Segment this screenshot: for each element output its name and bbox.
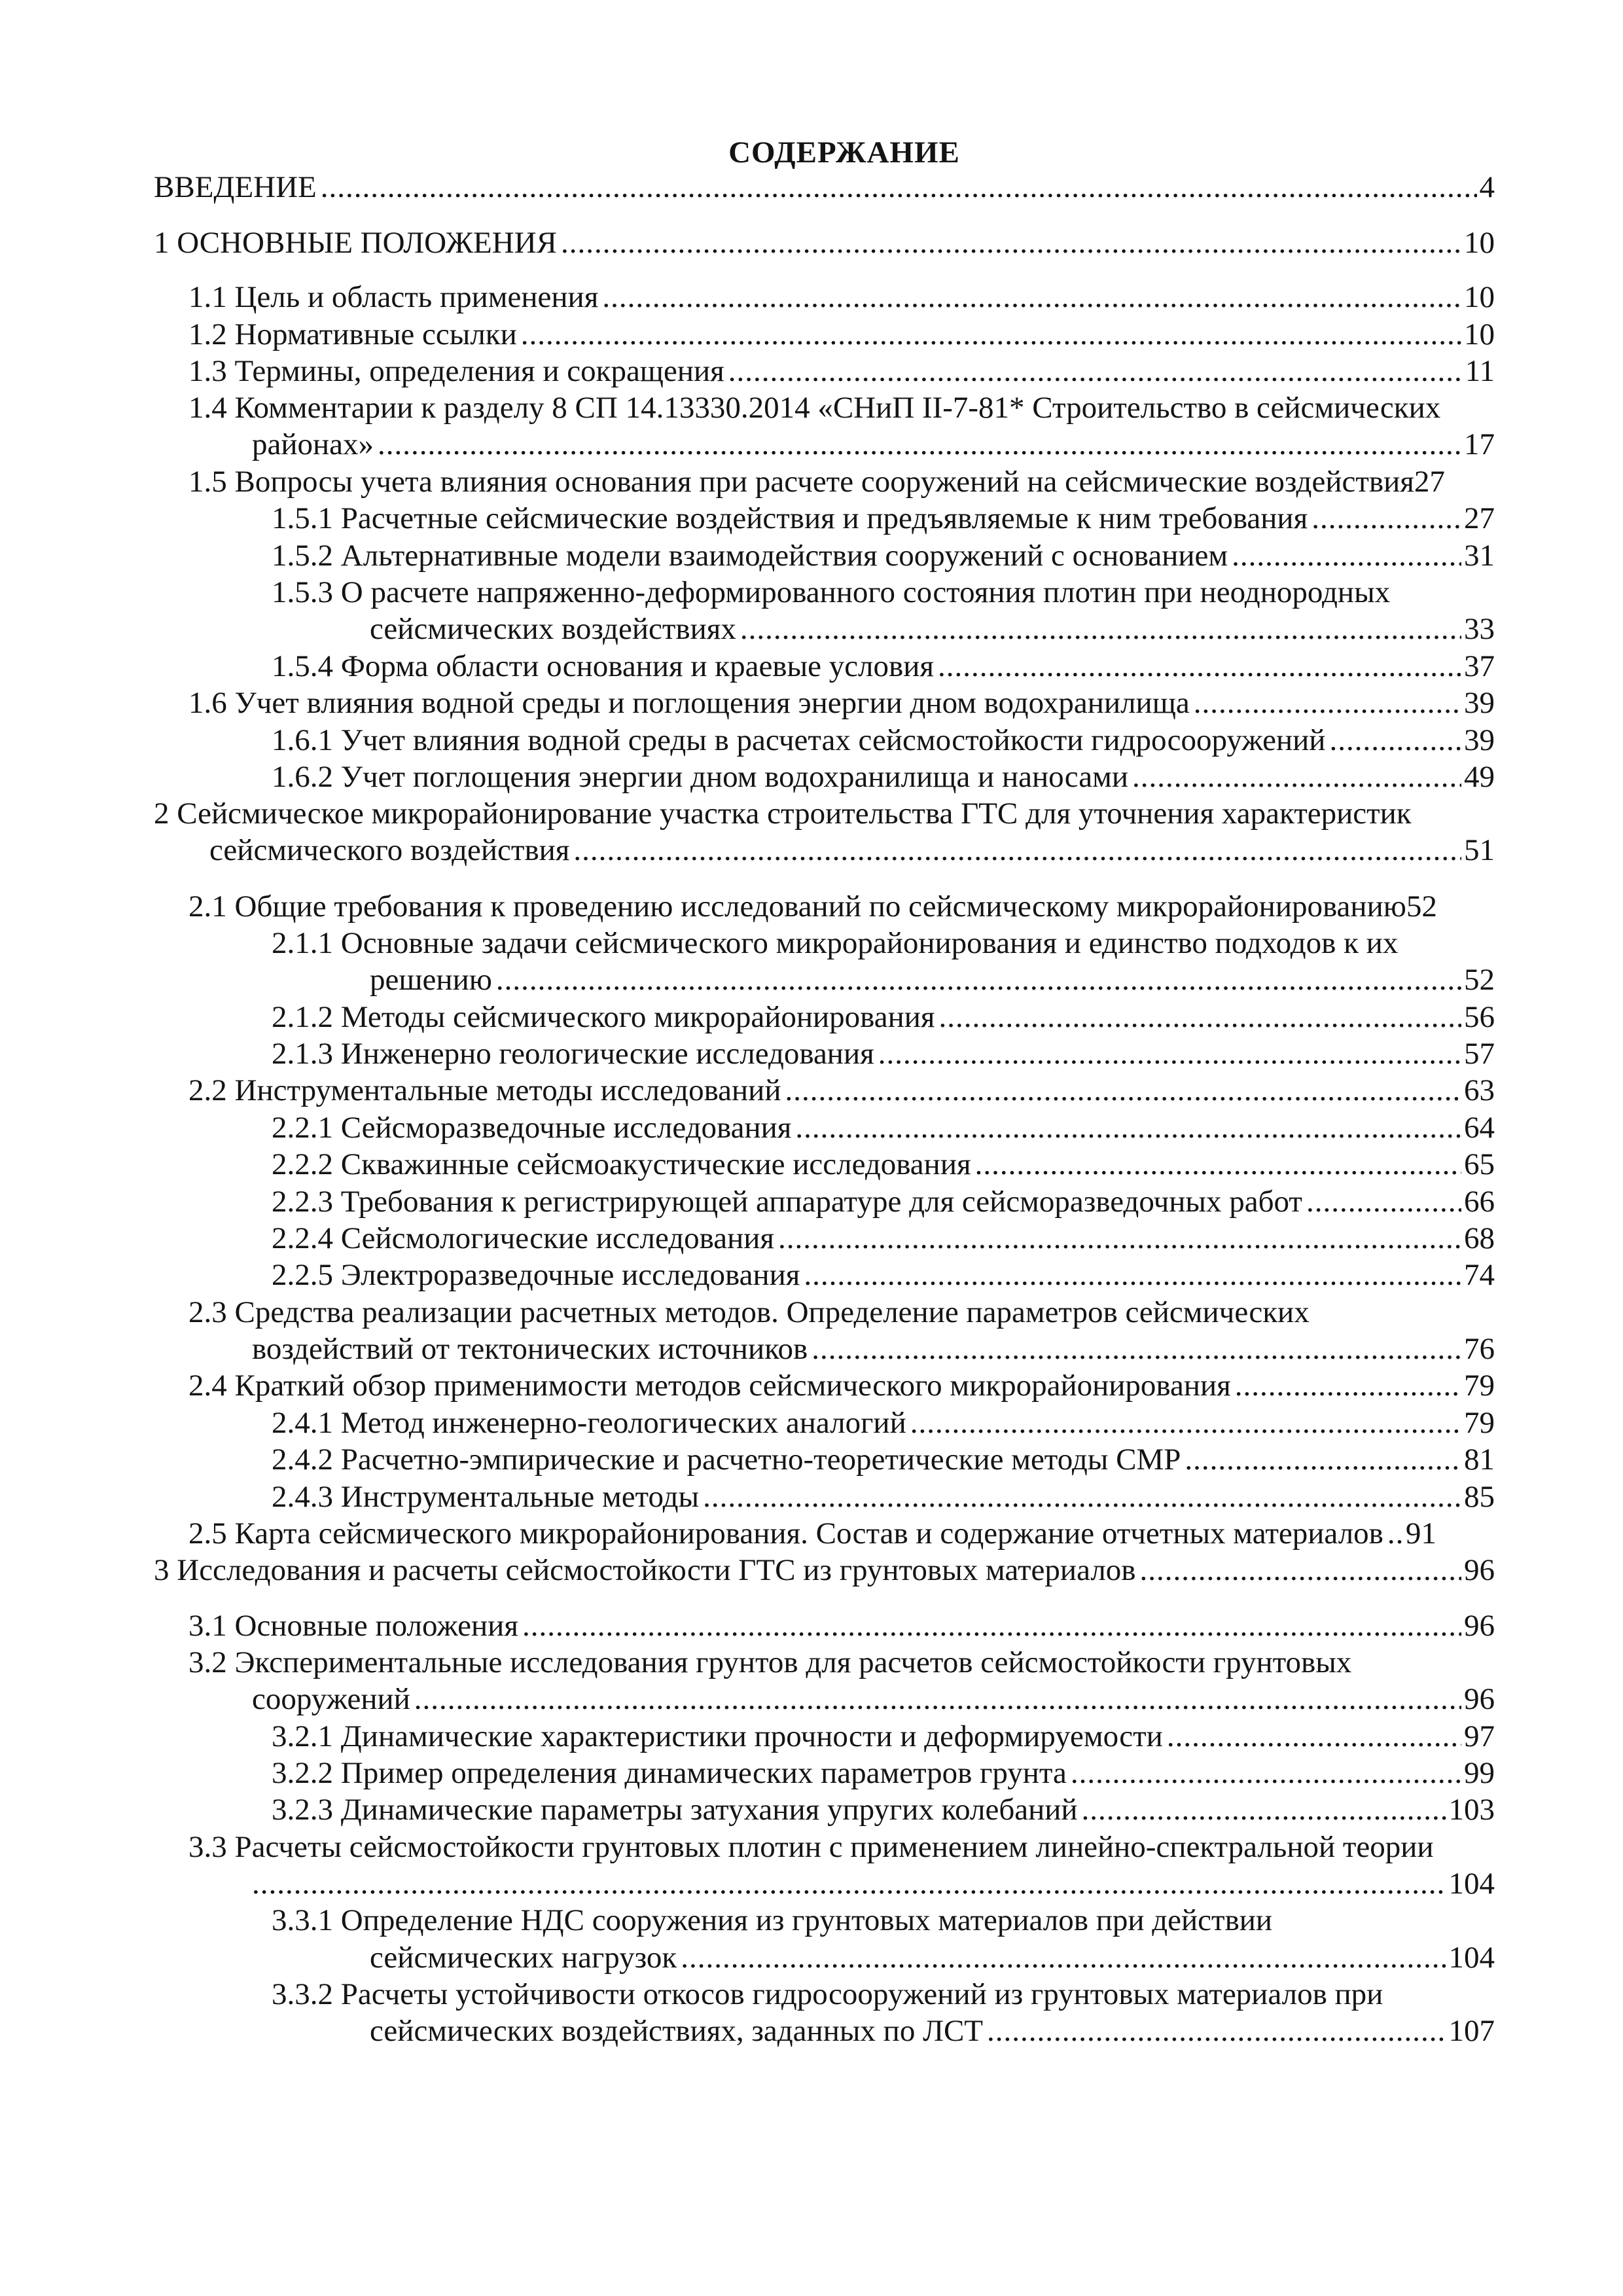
toc-entry-text: 1.1 Цель и область применения [188, 280, 599, 314]
toc-entry-section-3-2-2[interactable] [272, 1755, 1495, 1791]
toc-entry-text: 3.3.2 Расчеты устойчивости откосов гидросооружений из грунтовых материалов при [272, 1977, 1383, 2011]
toc-entry-page: 27 [1414, 465, 1445, 499]
toc-entry-text-continued: сейсмических нагрузок [370, 1941, 677, 1975]
toc-entry-page: 52 [1464, 963, 1495, 997]
toc-leader [812, 1331, 1461, 1367]
toc-entry-text: 2.2.2 Скважинные сейсмоакустические исследования [272, 1147, 971, 1181]
toc-leader [681, 1939, 1446, 1976]
toc-leader [1194, 685, 1461, 721]
toc-entry-text: 2.3 Средства реализации расчетных методов. Определение параметров сейсмических [188, 1295, 1310, 1329]
toc-entry-text: 1 ОСНОВНЫЕ ПОЛОЖЕНИЯ [154, 226, 557, 260]
toc-entry-text: 1.6.2 Учет поглощения энергии дном водохранилища и наносами [272, 760, 1128, 794]
toc-entry-page: 96 [1464, 1682, 1495, 1716]
toc-entry-page: 85 [1464, 1480, 1495, 1514]
toc-entry-page: 66 [1464, 1185, 1495, 1219]
toc-entry-text: 1.5.3 О расчете напряженно-деформированного состояния плотин при неоднородных [272, 575, 1391, 609]
toc-entry-page: 97 [1464, 1719, 1495, 1753]
toc-entry-text-continued: воздействий от тектонических источников [252, 1332, 808, 1366]
toc-entry-section-2-2-2[interactable] [272, 1146, 1495, 1183]
toc-entry-section-1-6-2[interactable] [272, 759, 1495, 795]
toc-entry-text: 2.4.2 Расчетно-эмпирические и расчетно-теоретические методы СМР [272, 1443, 1181, 1477]
toc-entry-text: 3.1 Основные положения [188, 1609, 518, 1643]
toc-entry-text: 2.1.3 Инженерно геологические исследования [272, 1037, 874, 1071]
toc-entry-page: 96 [1464, 1553, 1495, 1587]
toc-entry-section-1-5-2[interactable] [272, 537, 1495, 574]
toc-leader [1132, 759, 1461, 795]
toc-entry-page: 51 [1464, 833, 1495, 867]
toc-entry-page: 57 [1464, 1037, 1495, 1071]
toc-entry-page: 17 [1464, 427, 1495, 461]
toc-leader [740, 611, 1461, 647]
toc-entry-page: 104 [1448, 1867, 1495, 1901]
toc-entry-text: 2.1.1 Основные задачи сейсмического микрорайонирования и единство подходов к их [272, 926, 1399, 960]
toc-entry-text: 2.2.3 Требования к регистрирующей аппаратуре для сейсморазведочных работ [272, 1185, 1302, 1219]
toc-entry-text-continued: районах» [252, 427, 374, 461]
toc-entry-text: 2.2.5 Электроразведочные исследования [272, 1258, 800, 1292]
toc-entry-page: 74 [1464, 1258, 1495, 1292]
toc-entry-section-1-5[interactable] [188, 463, 1499, 500]
toc-leader [975, 1146, 1461, 1183]
toc-entry-page: 27 [1464, 501, 1495, 535]
toc-entry-section-1-6-1[interactable] [272, 722, 1495, 759]
toc-entry-section-1-6[interactable] [188, 685, 1495, 721]
toc-title: СОДЕРЖАНИЕ [728, 135, 960, 170]
toc-leader [521, 316, 1461, 353]
toc-entry-section-3-2-1[interactable] [272, 1718, 1495, 1755]
toc-leader [1329, 722, 1461, 759]
toc-entry-text: 1.5.1 Расчетные сейсмические воздействия и предъявляемые к ним требования [272, 501, 1308, 535]
toc-entry-section-1-5-4[interactable] [272, 648, 1495, 685]
toc-entry-section-1-2[interactable] [188, 316, 1495, 353]
toc-entry-page: 91 [1405, 1516, 1436, 1551]
toc-leader [522, 1607, 1461, 1644]
toc-entry-text: 1.4 Комментарии к разделу 8 СП 14.13330.2014 «СНиП II-7-81* Строительство в сейсмических [188, 391, 1441, 425]
toc-leader [602, 279, 1461, 315]
toc-leader [728, 353, 1463, 389]
toc-entry-section-3-2[interactable] [252, 1681, 1495, 1717]
toc-entry-page: 4 [1479, 170, 1495, 204]
toc-leader [1071, 1755, 1461, 1791]
toc-entry-text: 2.2.1 Сейсморазведочные исследования [272, 1111, 792, 1145]
toc-leader [987, 2013, 1446, 2049]
toc-entry-page: 31 [1464, 539, 1495, 573]
toc-entry-text: 1.5.4 Форма области основания и краевые условия [272, 649, 934, 683]
toc-entry-section-2-4-2[interactable] [272, 1441, 1495, 1478]
toc-entry-section-2-4[interactable] [188, 1367, 1495, 1404]
toc-entry-page: 65 [1464, 1147, 1495, 1181]
toc-entry-page: 11 [1465, 354, 1495, 388]
toc-entry-page: 63 [1464, 1073, 1495, 1107]
toc-leader [939, 999, 1461, 1035]
toc-entry-section-2-2-5[interactable] [272, 1257, 1495, 1293]
toc-entry-page: 10 [1464, 280, 1495, 314]
toc-leader [778, 1220, 1461, 1257]
toc-leader [378, 426, 1461, 463]
toc-entry-text: 1.3 Термины, определения и сокращения [188, 354, 724, 388]
toc-entry-section-3[interactable] [154, 1552, 1495, 1588]
toc-entry-section-2-1-2[interactable] [272, 999, 1495, 1035]
toc-entry-introduction[interactable] [154, 169, 1495, 206]
toc-entry-text: 3.2.2 Пример определения динамических параметров грунта [272, 1756, 1067, 1790]
toc-leader [795, 1109, 1461, 1146]
toc-leader [804, 1257, 1461, 1293]
toc-entry-section-2-1-3[interactable] [272, 1035, 1495, 1072]
toc-entry-text: 3 Исследования и расчеты сейсмостойкости ГТС из грунтовых материалов [154, 1553, 1136, 1587]
toc-entry-page: 39 [1464, 723, 1495, 757]
toc-entry-page: 33 [1464, 612, 1495, 646]
toc-entry-section-2-1[interactable] [188, 888, 1499, 925]
toc-entry-page: 81 [1464, 1443, 1495, 1477]
toc-entry-text: 2.2.4 Сейсмологические исследования [272, 1221, 775, 1255]
toc-entry-section-2-2-3[interactable] [272, 1183, 1495, 1220]
toc-entry-section-1-5-3[interactable] [370, 611, 1495, 647]
toc-entry-text: 1.2 Нормативные ссылки [188, 317, 517, 351]
toc-leader [414, 1681, 1461, 1717]
toc-entry-page: 107 [1448, 2014, 1495, 2048]
toc-entry-text: 2.2 Инструментальные методы исследований [188, 1073, 781, 1107]
toc-entry-text: 3.3 Расчеты сейсмостойкости грунтовых плотин с применением линейно-спектральной теории [188, 1830, 1434, 1864]
toc-entry-section-1-4[interactable] [252, 426, 1495, 463]
toc-entry-page: 56 [1464, 1000, 1495, 1034]
toc-entry-page: 96 [1464, 1609, 1495, 1643]
toc-leader [321, 169, 1477, 206]
toc-entry-page: 64 [1464, 1111, 1495, 1145]
toc-entry-text: 2.1.2 Методы сейсмического микрорайонирования [272, 1000, 935, 1034]
toc-entry-page: 39 [1464, 686, 1495, 720]
toc-entry-text: 2.5 Карта сейсмического микрорайонирования. Состав и содержание отчетных материалов [188, 1516, 1383, 1551]
toc-entry-text: 3.2 Экспериментальные исследования грунтов для расчетов сейсмостойкости грунтовых [188, 1645, 1352, 1679]
toc-entry-page: 10 [1464, 317, 1495, 351]
toc-entry-page: 10 [1464, 226, 1495, 260]
toc-leader [1167, 1718, 1461, 1755]
toc-leader [785, 1072, 1461, 1109]
toc-entry-section-2-4-3[interactable] [272, 1479, 1495, 1515]
toc-leader [1185, 1441, 1461, 1478]
toc-leader [910, 1405, 1461, 1441]
toc-entry-text-continued: сейсмических воздействиях [370, 612, 736, 646]
toc-entry-text: 1.6.1 Учет влияния водной среды в расчетах сейсмостойкости гидросооружений [272, 723, 1326, 757]
toc-entry-text-continued: сейсмических воздействиях, заданных по ЛСТ [370, 2014, 984, 2048]
toc-entry-section-1[interactable] [154, 224, 1495, 261]
toc-leader [252, 1865, 1446, 1902]
toc-entry-page: 76 [1464, 1332, 1495, 1366]
toc-entry-section-1-1[interactable] [188, 279, 1495, 315]
toc-leader [1140, 1552, 1462, 1588]
toc-entry-page: 79 [1464, 1369, 1495, 1403]
toc-entry-text-continued: сейсмического воздействия [209, 833, 570, 867]
toc-entry-page: 104 [1448, 1941, 1495, 1975]
toc-entry-text: 2.1 Общие требования к проведению исследований по сейсмическому микрорайонированию [188, 889, 1406, 924]
toc-entry-section-2-2-1[interactable] [272, 1109, 1495, 1146]
toc-entry-text: 2.4.3 Инструментальные методы [272, 1480, 700, 1514]
toc-leader [1387, 1515, 1403, 1552]
toc-entry-section-2-5[interactable] [188, 1515, 1499, 1552]
toc-entry-section-3-1[interactable] [188, 1607, 1495, 1644]
toc-entry-text: 2.4.1 Метод инженерно-геологических аналогий [272, 1406, 906, 1440]
toc-entry-section-2-2-4[interactable] [272, 1220, 1495, 1257]
toc-leader [878, 1035, 1461, 1072]
toc-entry-section-1-5-1[interactable] [272, 500, 1495, 537]
toc-entry-page: 68 [1464, 1221, 1495, 1255]
toc-leader [1311, 500, 1461, 537]
toc-leader [703, 1479, 1461, 1515]
toc-entry-text-continued: решению [370, 963, 492, 997]
toc-leader [1232, 537, 1461, 574]
toc-entry-section-2-2[interactable] [188, 1072, 1495, 1109]
toc-entry-text: 1.6 Учет влияния водной среды и поглощения энергии дном водохранилища [188, 686, 1190, 720]
toc-leader [1082, 1791, 1446, 1828]
toc-entry-text: 3.3.1 Определение НДС сооружения из грунтовых материалов при действии [272, 1903, 1273, 1937]
toc-leader [561, 224, 1461, 261]
toc-entry-page: 79 [1464, 1406, 1495, 1440]
toc-entry-page: 49 [1464, 760, 1495, 794]
toc-entry-text: 2 Сейсмическое микрорайонирование участка строительства ГТС для уточнения характеристик [154, 797, 1412, 831]
toc-leader [1235, 1367, 1461, 1404]
toc-entry-text: 2.4 Краткий обзор применимости методов сейсмического микрорайонирования [188, 1369, 1231, 1403]
toc-entry-section-2-4-1[interactable] [272, 1405, 1495, 1441]
toc-entry-section-1-3[interactable] [188, 353, 1495, 389]
toc-leader [496, 961, 1461, 998]
toc-entry-section-3-3-1[interactable] [370, 1939, 1495, 1976]
toc-entry-text: 3.2.3 Динамические параметры затухания упругих колебаний [272, 1793, 1078, 1827]
toc-entry-page: 103 [1448, 1793, 1495, 1827]
toc-entry-section-3-3-2[interactable] [370, 2013, 1495, 2049]
toc-entry-text: 1.5 Вопросы учета влияния основания при расчете сооружений на сейсмические воздействия [188, 465, 1414, 499]
toc-entry-page: 37 [1464, 649, 1495, 683]
toc-entry-section-2-3[interactable] [252, 1331, 1495, 1367]
toc-entry-page: 99 [1464, 1756, 1495, 1790]
toc-entry-text: ВВЕДЕНИЕ [154, 170, 317, 204]
toc-entry-text-continued: сооружений [252, 1682, 410, 1716]
toc-entry-text: 3.2.1 Динамические характеристики прочности и деформируемости [272, 1719, 1163, 1753]
toc-leader [573, 832, 1461, 869]
toc-entry-page: 52 [1406, 889, 1437, 924]
toc-entry-text: 1.5.2 Альтернативные модели взаимодействия сооружений с основанием [272, 539, 1228, 573]
toc-entry-section-3-3[interactable] [252, 1865, 1495, 1902]
toc-entry-section-2-1-1[interactable] [370, 961, 1495, 998]
toc-entry-section-3-2-3[interactable] [272, 1791, 1495, 1828]
toc-entry-section-2[interactable] [209, 832, 1495, 869]
toc-leader [1306, 1183, 1461, 1220]
toc-leader [938, 648, 1461, 685]
